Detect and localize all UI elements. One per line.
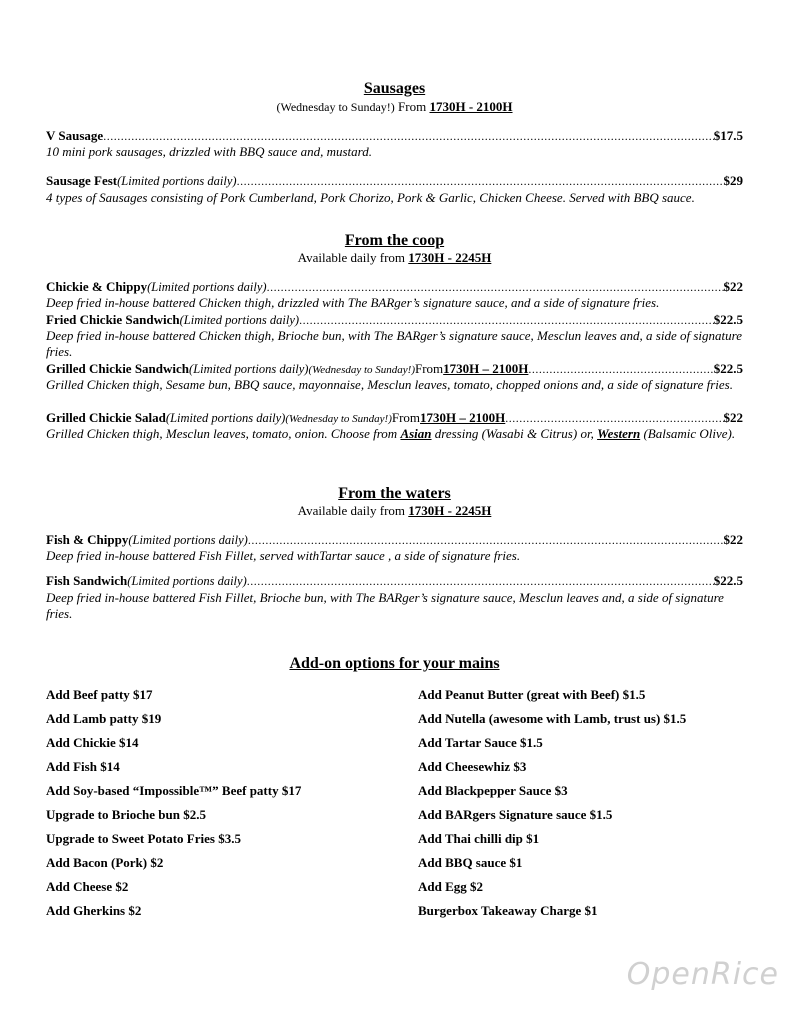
item-price: $22 (723, 279, 743, 294)
item-name: Sausage Fest (46, 173, 118, 188)
addon-left-item: Add Bacon (Pork) $2 (46, 855, 164, 870)
addon-right-item: Add Egg $2 (418, 879, 484, 894)
desc-text: dressing (Wasabi & Citrus) or, (431, 426, 598, 441)
addons-title: Add-on options for your mains (289, 655, 500, 672)
sausages-from: From (394, 99, 430, 114)
item-name: Fried Chickie Sandwich (46, 312, 180, 327)
item-name: Fish Sandwich (46, 573, 128, 588)
addon-right-item: Add Cheesewhiz $3 (418, 759, 527, 774)
leader-dots (505, 410, 723, 426)
item-name: Fish & Chippy (46, 532, 129, 547)
item-description: Grilled Chicken thigh, Sesame bun, BBQ sauce, mayonnaise, Mesclun leaves, tomato, chopped onions and, a side of signature fries. (46, 377, 733, 392)
leader-dots (103, 128, 714, 144)
leader-dots (237, 173, 724, 189)
item-price: $22 (723, 410, 743, 425)
item-from: From (391, 410, 421, 425)
item-description (46, 426, 746, 442)
item-description: Deep fried in-house battered Fish Fillet, Brioche bun, with The BARger’s signature sauce, Mesclun leaves and, a side of signature fries. (46, 590, 724, 621)
leader-dots (247, 573, 714, 589)
item-note: (Limited portions daily) (127, 574, 247, 588)
menu-item-sausage-fest (46, 173, 743, 189)
item-description: 4 types of Sausages consisting of Pork Cumberland, Pork Chorizo, Pork & Garlic, Chicken Cheese. Served with BBQ sauce. (46, 190, 695, 205)
item-price: $22 (723, 532, 743, 547)
sausages-days: (Wednesday to Sunday!) (276, 100, 395, 114)
desc-text: (Balsamic Olive). (640, 426, 736, 441)
addon-right-item: Add BBQ sauce $1 (418, 855, 523, 870)
menu-item-v-sausage (46, 128, 743, 144)
item-time: 1730H – 2100H (443, 361, 529, 376)
item-note: (Limited portions daily) (179, 313, 300, 327)
waters-title: From the waters (338, 485, 451, 502)
item-note: (Limited portions daily) (117, 174, 237, 188)
item-note: (Limited portions daily) (165, 411, 286, 425)
item-days: (Wednesday to Sunday!) (285, 413, 392, 425)
addon-right-item: Add Thai chilli dip $1 (418, 831, 540, 846)
waters-available: Available daily from (297, 503, 409, 518)
item-description: Deep fried in-house battered Fish Fillet, served withTartar sauce , a side of signature fries. (46, 548, 521, 563)
addon-left-item: Add Gherkins $2 (46, 903, 142, 918)
menu-item-fried-chickie-sandwich (46, 312, 743, 328)
addon-right-item: Add Tartar Sauce $1.5 (418, 735, 543, 750)
addon-left-item: Add Beef patty $17 (46, 687, 153, 702)
addon-right-item: Add BARgers Signature sauce $1.5 (418, 807, 613, 822)
item-description: 10 mini pork sausages, drizzled with BBQ sauce and, mustard. (46, 144, 372, 159)
menu-item-grilled-chickie-salad (46, 410, 743, 427)
item-price: $17.5 (713, 128, 743, 143)
menu-item-fish-chippy (46, 532, 743, 548)
addon-left-item: Add Chickie $14 (46, 735, 139, 750)
item-price: $22.5 (713, 312, 743, 327)
addon-right-item: Burgerbox Takeaway Charge $1 (418, 903, 598, 918)
coop-title: From the coop (344, 232, 445, 249)
item-days: (Wednesday to Sunday!) (308, 364, 415, 376)
addon-left-item: Add Cheese $2 (46, 879, 129, 894)
leader-dots (248, 532, 724, 548)
item-note: (Limited portions daily) (189, 362, 309, 376)
leader-dots (267, 279, 724, 295)
sausages-title: Sausages (363, 80, 426, 97)
item-name: Grilled Chickie Sandwich (46, 361, 190, 376)
item-price: $22.5 (713, 361, 743, 376)
addon-left-item: Add Lamb patty $19 (46, 711, 162, 726)
item-name: Chickie & Chippy (46, 279, 148, 294)
addon-left-item: Add Fish $14 (46, 759, 120, 774)
item-description: Deep fried in-house battered Chicken thigh, Brioche bun, with The BARger’s signature sauce, Mesclun leaves and, a side of signature fries. (46, 328, 742, 359)
item-name: V Sausage (46, 128, 104, 143)
item-description: Deep fried in-house battered Chicken thigh, drizzled with The BARger’s signature sauce, and a side of signature fries. (46, 295, 660, 310)
dressing-western: Western (597, 426, 641, 441)
waters-time: 1730H - 2245H (408, 503, 492, 518)
waters-hours (0, 503, 789, 519)
coop-time: 1730H - 2245H (408, 250, 492, 265)
dressing-asian: Asian (400, 426, 432, 441)
menu-item-fish-sandwich (46, 573, 743, 589)
item-from: From (415, 361, 444, 376)
addon-right-item: Add Blackpepper Sauce $3 (418, 783, 568, 798)
coop-hours (0, 250, 789, 266)
item-note: (Limited portions daily) (128, 533, 248, 547)
addon-left-item: Upgrade to Brioche bun $2.5 (46, 807, 206, 822)
item-time: 1730H – 2100H (420, 410, 506, 425)
sausages-hours (0, 99, 789, 115)
leader-dots (299, 312, 714, 328)
leader-dots (528, 361, 713, 377)
addon-right-item: Add Nutella (awesome with Lamb, trust us) $1.5 (418, 711, 687, 726)
menu-item-grilled-chickie-sandwich (46, 361, 743, 378)
addon-left-item: Upgrade to Sweet Potato Fries $3.5 (46, 831, 241, 846)
menu-item-chickie-chippy (46, 279, 743, 295)
openrice-watermark: OpenRice (626, 957, 779, 992)
sausages-time: 1730H - 2100H (429, 99, 513, 114)
addon-right-item: Add Peanut Butter (great with Beef) $1.5 (418, 687, 646, 702)
coop-available: Available daily from (297, 250, 409, 265)
item-note: (Limited portions daily) (147, 280, 267, 294)
item-price: $29 (723, 173, 743, 188)
item-name: Grilled Chickie Salad (46, 410, 166, 425)
item-price: $22.5 (713, 573, 743, 588)
desc-text: Grilled Chicken thigh, Mesclun leaves, tomato, onion. Choose from (46, 426, 401, 441)
addon-left-item: Add Soy-based “Impossible™” Beef patty $17 (46, 783, 302, 798)
